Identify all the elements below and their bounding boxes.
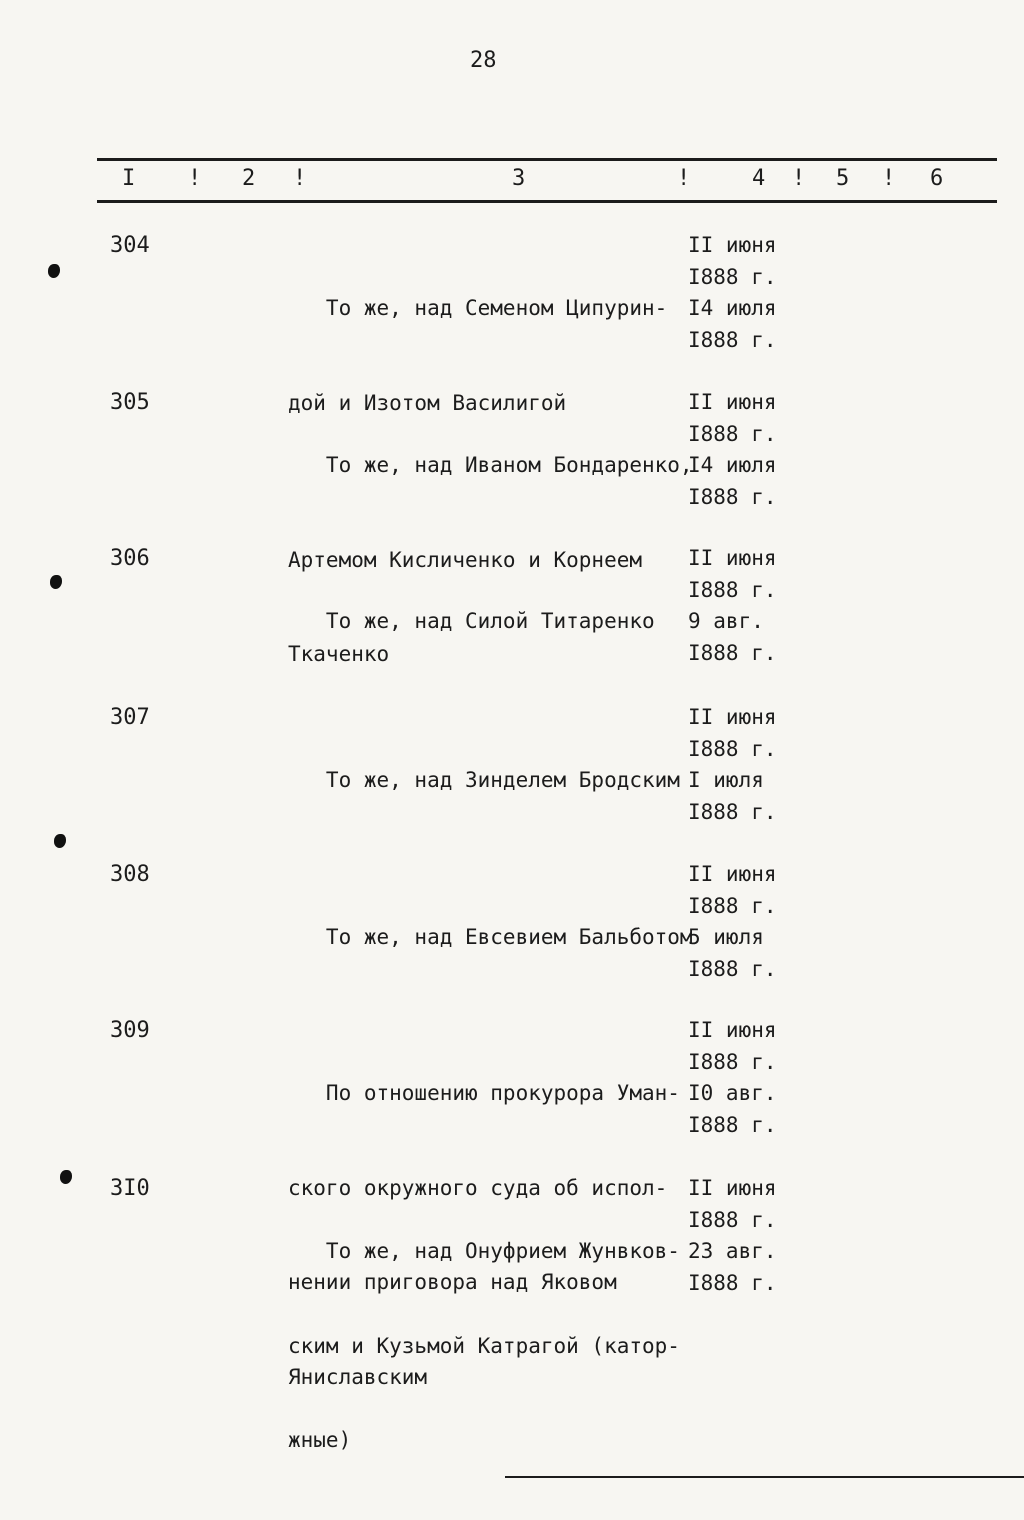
- header-separator: !: [293, 166, 307, 191]
- entry-dates: [688, 230, 818, 356]
- header-col-5: 5: [836, 166, 850, 191]
- description-line: нении приговора над Яковом: [288, 1270, 617, 1294]
- date-line: I0 авг.: [688, 1081, 777, 1105]
- header-separator: !: [792, 166, 806, 191]
- date-line: I июля: [688, 768, 764, 792]
- entry-number: 3I0: [110, 1176, 150, 1201]
- date-line: 23 авг.: [688, 1239, 777, 1263]
- date-line: I888 г.: [688, 640, 777, 665]
- header-col-3: 3: [512, 166, 526, 191]
- description-line: То же, над Семеном Ципурин-: [288, 296, 668, 320]
- page-number: 28: [470, 48, 497, 73]
- date-line: II июня: [688, 233, 777, 257]
- table-header-rule: [97, 200, 997, 203]
- entry-dates: [688, 859, 818, 985]
- date-line: I888 г.: [688, 1207, 777, 1232]
- date-line: II июня: [688, 546, 777, 570]
- entry-dates: [688, 1173, 818, 1299]
- date-line: 9 авг.: [688, 609, 764, 633]
- date-line: II июня: [688, 1176, 777, 1200]
- date-line: II июня: [688, 862, 777, 886]
- entry-description: [288, 859, 693, 1017]
- entry-number: 306: [110, 546, 150, 571]
- date-line: I888 г.: [688, 327, 777, 352]
- description-line: жные): [288, 1428, 352, 1452]
- date-line: II июня: [688, 1018, 777, 1042]
- description-line: дой и Изотом Василигой: [288, 390, 567, 415]
- description-line: ским и Кузьмой Катрагой (катор-: [288, 1333, 680, 1358]
- entry-dates: [688, 702, 818, 828]
- date-line: II июня: [688, 390, 777, 414]
- date-line: I888 г.: [688, 799, 777, 824]
- binding-hole-mark: [50, 575, 62, 589]
- entry-description: [288, 702, 683, 860]
- header-separator: !: [188, 166, 202, 191]
- entry-number: 304: [110, 233, 150, 258]
- header-separator: !: [677, 166, 691, 191]
- date-line: I888 г.: [688, 736, 777, 761]
- header-separator: !: [882, 166, 896, 191]
- table-header-row: [0, 166, 1024, 192]
- date-line: I888 г.: [688, 577, 777, 602]
- description-line: То же, над Зинделем Бродским: [288, 768, 680, 792]
- description-line: То же, над Силой Титаренко: [288, 609, 655, 633]
- date-line: I888 г.: [688, 264, 777, 289]
- date-line: I888 г.: [688, 1270, 777, 1295]
- description-line: ского окружного суда об испол-: [288, 1175, 668, 1200]
- description-line: По отношению прокурора Уман-: [288, 1081, 680, 1105]
- entry-number: 308: [110, 862, 150, 887]
- entry-dates: [688, 387, 818, 513]
- description-line: Артемом Кисличенко и Корнеем: [288, 547, 643, 572]
- bottom-edge-rule: [505, 1476, 1024, 1478]
- entry-dates: [688, 543, 818, 669]
- binding-hole-mark: [48, 264, 60, 278]
- header-col-6: 6: [930, 166, 944, 191]
- date-line: I888 г.: [688, 421, 777, 446]
- description-line: То же, над Онуфрием Жунвков-: [288, 1239, 680, 1263]
- binding-hole-mark: [54, 834, 66, 848]
- binding-hole-mark: [60, 1170, 72, 1184]
- header-col-1: I: [122, 166, 136, 191]
- description-line: То же, над Евсевием Бальботом: [288, 925, 693, 949]
- date-line: 5 июля: [688, 925, 764, 949]
- date-line: I888 г.: [688, 893, 777, 918]
- date-line: I888 г.: [688, 1049, 777, 1074]
- header-col-4: 4: [752, 166, 766, 191]
- entry-description: [288, 543, 683, 701]
- table-top-rule: [97, 158, 997, 161]
- entry-dates: [688, 1015, 818, 1141]
- entry-number: 307: [110, 705, 150, 730]
- date-line: I888 г.: [688, 484, 777, 509]
- description-line: Ткаченко: [288, 642, 390, 666]
- date-line: II июня: [688, 705, 777, 729]
- date-line: I888 г.: [688, 956, 777, 981]
- entry-number: 309: [110, 1018, 150, 1043]
- description-line: То же, над Иваном Бондаренко,: [288, 453, 693, 477]
- entry-description: [288, 1173, 683, 1520]
- date-line: I4 июля: [688, 453, 777, 477]
- header-col-2: 2: [242, 166, 256, 191]
- date-line: I888 г.: [688, 1112, 777, 1137]
- description-line: Янислaвским: [288, 1364, 428, 1389]
- entry-number: 305: [110, 390, 150, 415]
- date-line: I4 июля: [688, 296, 777, 320]
